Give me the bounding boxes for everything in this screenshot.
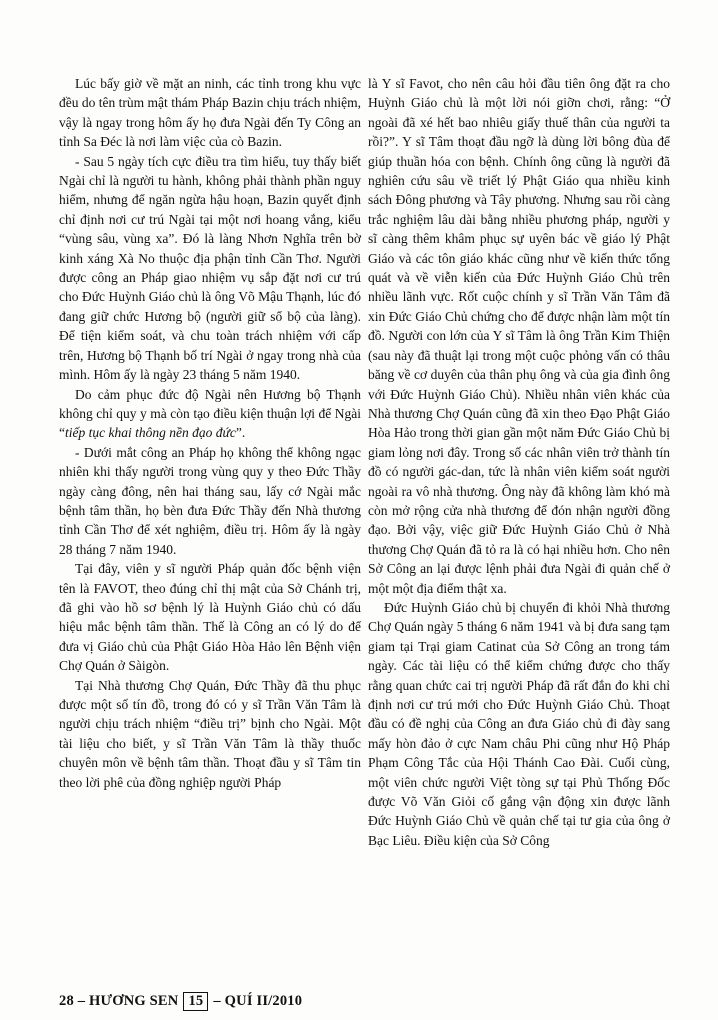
issue-number-badge: 15 [183, 992, 208, 1011]
paragraph: Đức Huỳnh Giáo chủ bị chuyển đi khỏi Nhà thương Chợ Quán ngày 5 tháng 6 năm 1941 và bị đưa sang tạm giam tại Trại giam Catinat của Sở Công an trong tám ngày. Các tài liệu có thể kiểm chứng được cho thấy rằng quan chức cai trị người Pháp đã rất đắn đo khi chỉ định nơi cư trú mới cho Đức Huỳnh Giáo Chủ. Thoạt đầu có đề nghị của Công an đưa Giáo chủ đi đày sang mấy hòn đảo ở cực Nam châu Phi cũng như Hộ Pháp Phạm Công Tắc của Hội Thánh Cao Đài. Cuối cùng, một viên chức người Việt tòng sự tại Phủ Thống Đốc được Võ Văn Giỏi cố gắng vận động xin được lãnh Đức Huỳnh Giáo Chủ về quản chế tại tư gia của ông ở Bạc Liêu. Điều kiện của Sở Công [368, 599, 670, 848]
paragraph: - Sau 5 ngày tích cực điều tra tìm hiểu, tuy thấy biết Ngài chỉ là người tu hành, không phải thành phần nguy hiểm, nhưng để ngăn ngừa hậu hoạn, Bazin quyết định chỉ định nơi cư trú Ngài tại một nơi hoang vắng, kiểu “vùng sâu, vùng xa”. Đó là làng Nhơn Nghĩa trên bờ kinh xáng Xà No thuộc địa phận tỉnh Cần Thơ. Người được công an Pháp giao nhiệm vụ sắp đặt nơi cư trú cho Đức Huỳnh Giáo chủ là ông Võ Mậu Thạnh, lúc đó đang giữ chức Hương bộ (người giữ sổ bộ của làng). Để tiện kiểm soát, và chu toàn trách nhiệm với cấp trên, Hương bộ Thạnh bố trí Ngài ở ngay trong nhà của mình. Hôm ấy là ngày 23 tháng 5 năm 1940. [59, 153, 361, 383]
page-footer [59, 992, 302, 1011]
paragraph: Lúc bấy giờ về mặt an ninh, các tỉnh trong khu vực đều do tên trùm mật thám Pháp Bazin chịu trách nhiệm, vậy là ngay trong hôm ấy họ đưa Ngài đến Ty Công an tỉnh Sa Đéc là nơi làm việc của cò Bazin. [59, 76, 361, 150]
paragraph-text: ”. [235, 425, 246, 441]
paragraph-continued: là Y sĩ Favot, cho nên câu hỏi đầu tiên ông đặt ra cho Huỳnh Giáo chủ là một lời nói giỡn chơi, rằng: “Ở ngoài đã xé hết bao nhiêu giấy thuế thân của người ta rồi?”. Y sĩ Tâm thoạt đầu ngỡ là dùng lời bông đùa để giúp thuần hóa con bệnh. Chính ông cũng là người đã nghiên cứu sâu về triết lý Phật Giáo qua nhiều kinh sách Đông phương và Tây phương. Nhưng sau rồi càng trắc nghiệm lâu dài bằng nhiều phương pháp, người y sĩ càng thêm khâm phục sự uyên bác về giáo lý Phật Giáo và các tôn giáo khác cũng như về kiến thức tổng quát và về viễn kiến của Đức Huỳnh Giáo Chủ trên nhiều lãnh vực. Rốt cuộc chính y sĩ Trần Văn Tâm đã xin Đức Giáo Chủ chứng cho để được nhận làm một tín đồ. Người con lớn của Y sĩ Tâm là ông Trần Kim Thiện (sau này đã thuật lại trong một cuộc phỏng vấn có thâu băng về cơ duyên của thân phụ ông và của gia đình ông với Đức Huỳnh Giáo Chủ). Nhiều nhân viên khác của Nhà thương Chợ Quán cũng đã xin theo Đạo Phật Giáo Hòa Hảo trong thời gian gần một năm Đức Giáo Chủ bị giam lỏng nơi đây. Trong số các nhân viên trở thành tín đồ có người gác-dan, tức là nhân viên kiểm soát người ngoài ra vô nhà thương. Ông này đã không làm khó mà còn mở rộng cửa nhà thương để đón nhận người đồng đạo. Bởi vậy, việc giữ Đức Huỳnh Giáo Chủ ở Nhà thương Chợ Quán đã tỏ ra là có hại nhiều hơn. Cho nên Sở Công an lại được lệnh phải đưa Ngài đi quản chế ở một một địa điểm thật xa. [368, 76, 670, 596]
paragraph-with-quote [59, 385, 361, 443]
paragraph-text: Do cảm phục đức độ Ngài nên Hương bộ Thạnh không chỉ quy y mà còn tạo điều kiện thuận lợi để Ngài “ [59, 386, 361, 441]
paragraph: Tại Nhà thương Chợ Quán, Đức Thầy đã thu phục được một số tín đồ, trong đó có y sĩ Trần Văn Tâm là người chịu trách nhiệm “điều trị” bịnh cho Ngài. Một tài liệu cho biết, y sĩ Trần Văn Tâm là thầy thuốc chuyên môn về bệnh tâm thần. Thoạt đầu y sĩ Tâm tin theo lời phê của đồng nghiệp người Pháp [59, 677, 361, 790]
italic-quote: tiếp tục khai thông nền đạo đức [65, 425, 236, 441]
footer-period: – QUÍ II/2010 [213, 993, 303, 1009]
paragraph: - Dưới mắt công an Pháp họ không thể không ngạc nhiên khi thấy người trong vùng quy y theo Đức Thầy ngày càng đông, nên hai tháng sau, lấy cớ Ngài mắc bệnh tâm thần, họ bèn đưa Đức Thầy đến Nhà thương tỉnh Cần Thơ để xét nghiệm, điều trị. Hôm ấy là ngày 28 tháng 7 năm 1940. [59, 444, 361, 557]
paragraph: Tại đây, viên y sĩ người Pháp quản đốc bệnh viện tên là FAVOT, theo đúng chỉ thị mật của Sở Chánh trị, đã ghi vào hồ sơ bệnh lý là Huỳnh Giáo chủ có dấu hiệu mắc bệnh tâm thần. Thế là Công an có lý do để đưa vị Giáo chủ của Phật Giáo Hòa Hảo lên Bệnh viện Chợ Quán ở Sàigòn. [59, 561, 361, 674]
left-column [59, 74, 361, 792]
footer-page-label: 28 – HƯƠNG SEN [59, 993, 179, 1009]
right-column [368, 74, 670, 850]
